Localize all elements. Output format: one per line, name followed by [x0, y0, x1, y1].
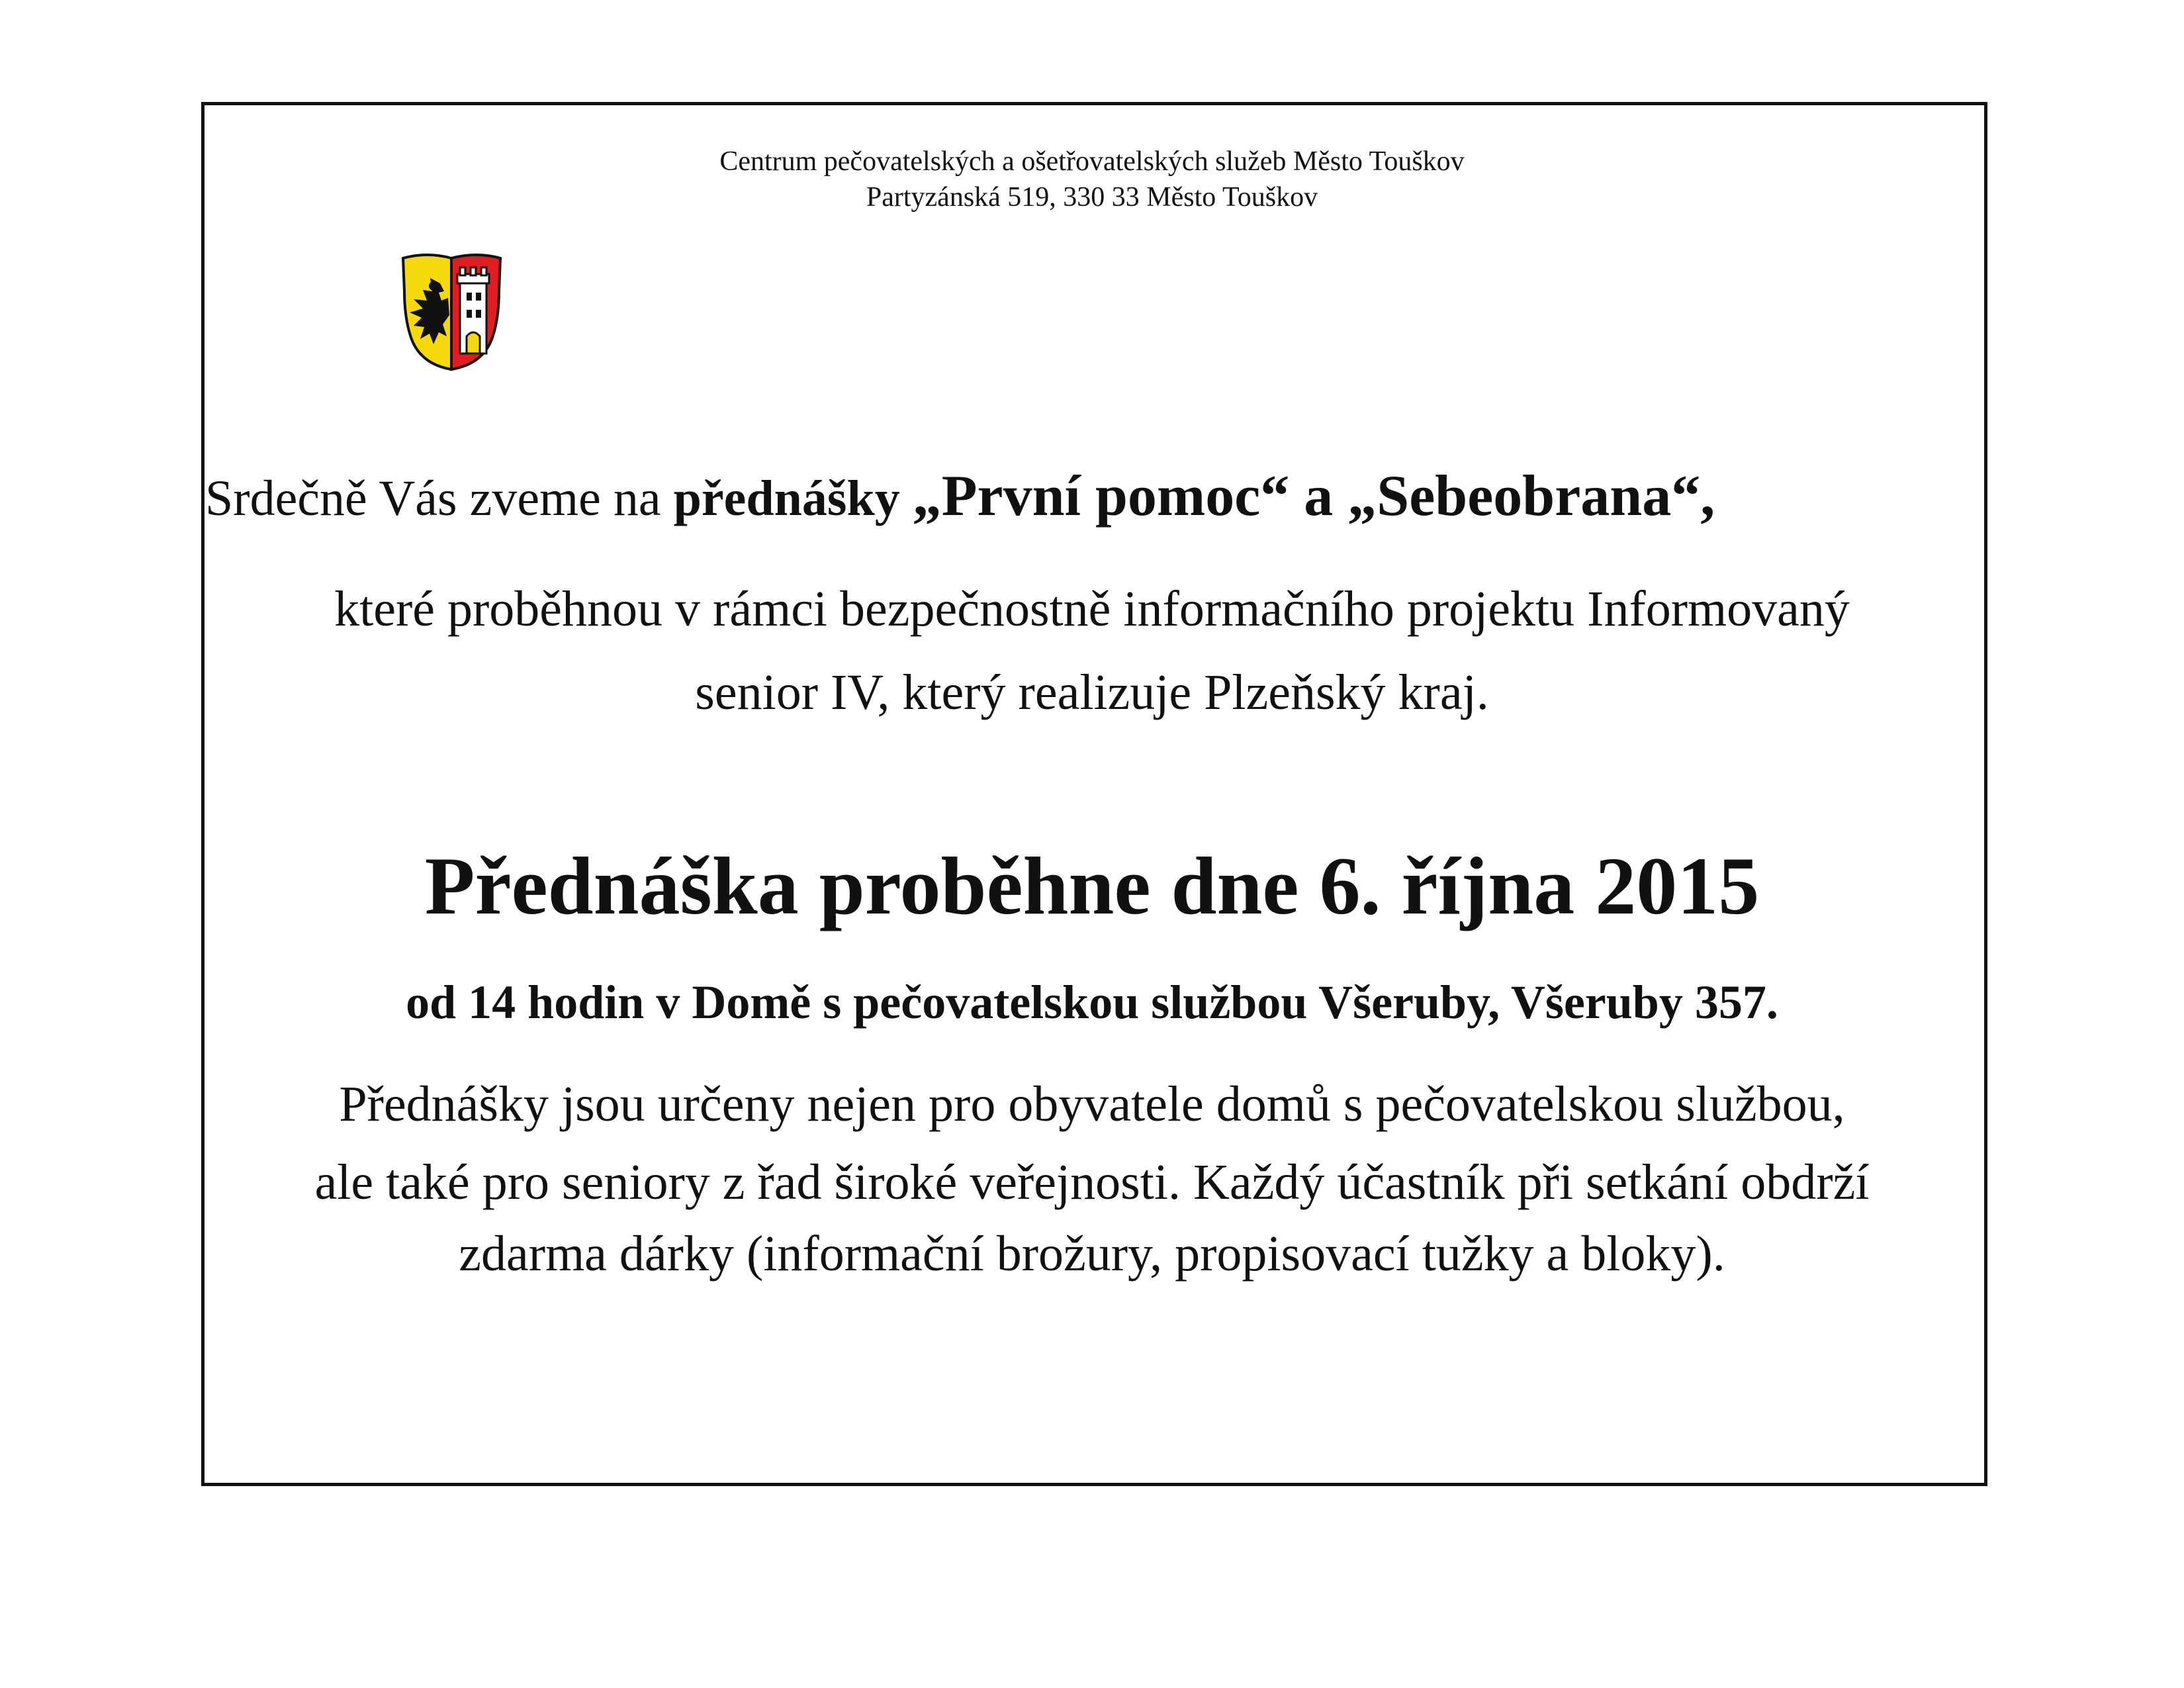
coat-of-arms-icon [400, 252, 503, 375]
event-time-place: od 14 hodin v Domě s pečovatelskou službou Všeruby, Všeruby 357. [406, 976, 1778, 1029]
organization-name: Centrum pečovatelských a ošetřovatelských služeb Město Touškov [719, 146, 1465, 177]
lecture-titles: „První pomoc“ a „Sebeobrana“, [912, 464, 1715, 528]
details-line-3: zdarma dárky (informační brožury, propisovací tužky a bloky). [459, 1226, 1725, 1282]
event-date-heading: Přednáška proběhne dne 6. října 2015 [424, 841, 1760, 931]
invitation-intro: Srdečně Vás zveme na [205, 471, 674, 526]
project-line-1: které proběhnou v rámci bezpečnostně informačního projektu Informovaný [334, 581, 1850, 637]
project-line-2: senior IV, který realizuje Plzeňský kraj. [695, 665, 1489, 720]
details-line-1: Přednášky jsou určeny nejen pro obyvatele domů s pečovatelskou službou, [339, 1076, 1845, 1132]
invitation-bold-word: přednášky [673, 471, 913, 526]
details-line-2: ale také pro seniory z řad široké veřejnosti. Každý účastník při setkání obdrží [314, 1154, 1870, 1210]
invitation-line [205, 465, 1715, 530]
organization-address: Partyzánská 519, 330 33 Město Touškov [866, 182, 1318, 212]
